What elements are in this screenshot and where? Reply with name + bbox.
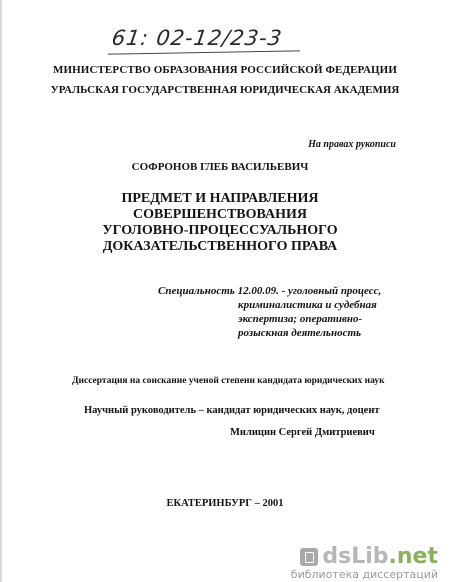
watermark-logo — [291, 546, 438, 568]
academy-heading: УРАЛЬСКАЯ ГОСУДАРСТВЕННАЯ ЮРИДИЧЕСКАЯ АКАДЕМИЯ — [50, 84, 400, 96]
watermark-logo-net: .net — [388, 544, 438, 569]
dissertation-title — [0, 191, 440, 255]
manuscript-rights-note: На правах рукописи — [308, 139, 396, 150]
ministry-heading: МИНИСТЕРСТВО ОБРАЗОВАНИЯ РОССИЙСКОЙ ФЕДЕРАЦИИ — [53, 64, 397, 76]
title-line: ДОКАЗАТЕЛЬСТВЕННОГО ПРАВА — [102, 239, 338, 254]
handwritten-archive-code: 61: 02-12/23-3 — [110, 26, 284, 50]
supervisor-name: Милицин Сергей Дмитриевич — [230, 427, 375, 438]
specialty-line: криминалистика и судебная — [238, 299, 377, 311]
supervisor-label: Научный руководитель – кандидат юридических наук, доцент — [84, 405, 380, 416]
author-name: СОФРОНОВ ГЛЕБ ВАСИЛЬЕВИЧ — [131, 161, 309, 173]
city-year: ЕКАТЕРИНБУРГ – 2001 — [166, 498, 284, 509]
specialty-block — [158, 284, 418, 340]
title-line: УГОЛОВНО-ПРОЦЕССУАЛЬНОГО — [102, 223, 338, 238]
specialty-line: розыскная деятельность — [238, 327, 362, 339]
degree-note: Диссертация на соискание ученой степени кандидата юридических наук — [72, 376, 385, 386]
specialty-line: Специальность 12.00.09. - уголовный процесс, — [158, 285, 382, 297]
watermark-subtitle: библиотека диссертаций — [290, 568, 438, 581]
specialty-line: экспертиза; оперативно- — [238, 313, 363, 325]
title-line: СОВЕРШЕНСТВОВАНИЯ — [133, 207, 307, 222]
watermark — [291, 546, 438, 581]
watermark-logo-ds: dsLib — [322, 544, 389, 569]
title-line: ПРЕДМЕТ И НАПРАВЛЕНИЯ — [121, 191, 319, 206]
handwritten-underline — [108, 50, 300, 54]
